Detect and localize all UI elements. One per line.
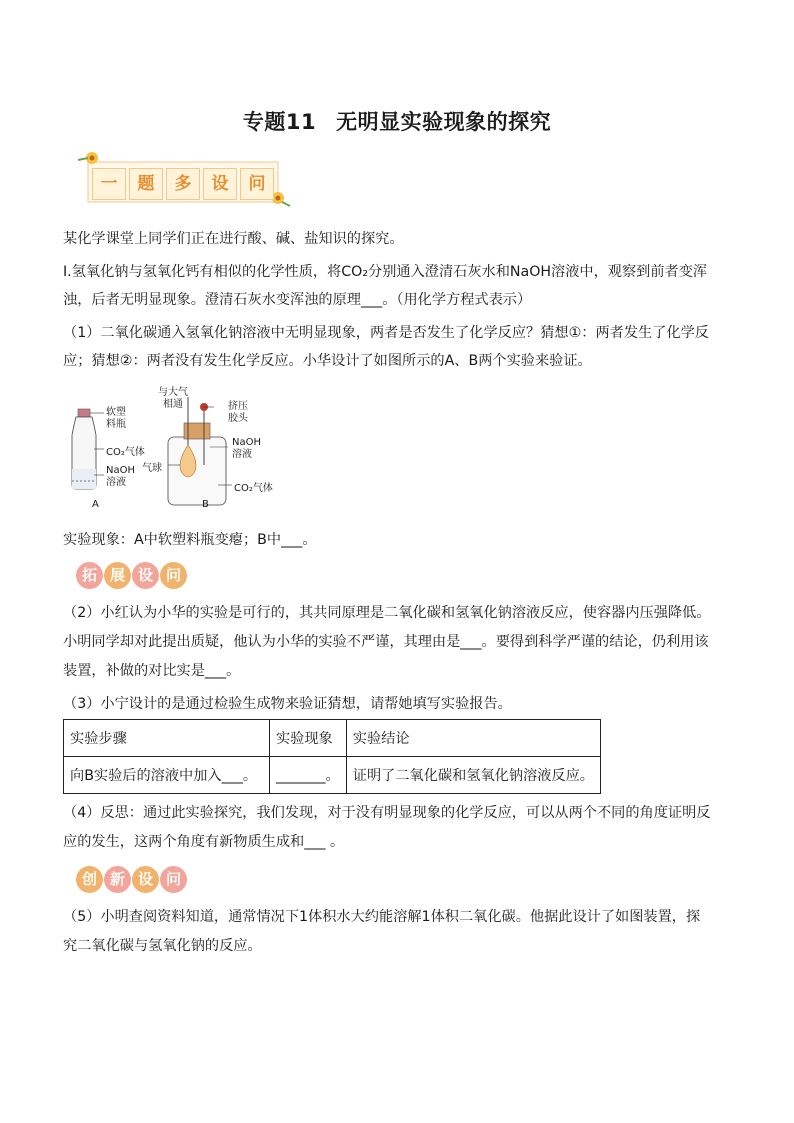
table-row <box>64 720 601 757</box>
label-balloon: 气球 <box>142 463 162 474</box>
label-atmosphere: 与大气 相通 <box>158 387 188 410</box>
label-a-solution: NaOH 溶液 <box>106 465 135 488</box>
table-cell: 向B实验后的溶液中加入___。 <box>64 757 270 794</box>
experiment-figure <box>68 385 288 515</box>
table-cell: _______。 <box>269 757 346 794</box>
phenomenon-text: 实验现象：A中软塑料瓶变瘪；B中___。 <box>63 532 317 548</box>
label-b-gas: CO₂气体 <box>234 483 273 494</box>
table-header-cell: 实验结论 <box>346 720 600 757</box>
banner3-char: 新 <box>104 866 131 893</box>
table-header-cell: 实验步骤 <box>64 720 270 757</box>
banner1-char: 一 <box>92 168 126 200</box>
banner1-char: 多 <box>166 168 200 200</box>
label-b-solution: NaOH 溶液 <box>232 437 261 460</box>
banner1-char: 题 <box>129 168 163 200</box>
title-prefix: 专题11 <box>242 110 317 134</box>
q4-line2: 应的发生，这两个角度有新物质生成和___ 。 <box>63 834 345 850</box>
table-cell: 证明了二氧化碳和氢氧化钠溶液反应。 <box>346 757 600 794</box>
label-a-tag: A <box>92 499 99 510</box>
title-main: 无明显实验现象的探究 <box>336 110 552 134</box>
banner3-char: 问 <box>160 866 187 893</box>
part1-line2: 浊，后者无明显现象。澄清石灰水变浑浊的原理___。（用化学方程式表示） <box>63 292 532 308</box>
banner2-char: 展 <box>104 562 131 589</box>
q4-line1: （4）反思：通过此实验探究，我们发现，对于没有明显现象的化学反应，可以从两个不同的角度证明反 <box>63 805 711 821</box>
label-bottle: 软塑 料瓶 <box>106 407 126 430</box>
banner-tuo-zhan-she-wen <box>76 562 196 592</box>
banner-chuang-xin-she-wen <box>76 866 196 896</box>
banner1-char: 问 <box>240 168 274 200</box>
q3-line1: （3）小宁设计的是通过检验生成物来验证猜想，请帮她填写实验报告。 <box>63 696 512 712</box>
label-a-gas: CO₂气体 <box>106 447 145 458</box>
q2-line2: 小明同学却对此提出质疑，他认为小华的实验不严谨，其理由是___。要得到科学严谨的结论，仍利用该 <box>63 634 709 650</box>
banner2-char: 设 <box>132 562 159 589</box>
banner2-char: 问 <box>160 562 187 589</box>
table-header-cell: 实验现象 <box>269 720 346 757</box>
intro-text: 某化学课堂上同学们正在进行酸、碱、盐知识的探究。 <box>63 231 404 247</box>
table-row <box>64 757 601 794</box>
part1-line1: I.氢氧化钠与氢氧化钙有相似的化学性质，将CO₂分别通入澄清石灰水和NaOH溶液中，观察到前者变浑 <box>63 264 708 280</box>
q1-line1: （1）二氧化碳通入氢氧化钠溶液中无明显现象，两者是否发生了化学反应？猜想①：两者发生了化学反 <box>63 325 709 341</box>
banner3-char: 创 <box>76 866 103 893</box>
q1-line2: 应；猜想②：两者没有发生化学反应。小华设计了如图所示的A、B两个实验来验证。 <box>63 353 592 369</box>
banner1-char: 设 <box>203 168 237 200</box>
label-b-tag: B <box>202 499 209 510</box>
banner2-char: 拓 <box>76 562 103 589</box>
q2-line3: 装置，补做的对比实是___。 <box>63 663 241 679</box>
q5-line1: （5）小明查阅资料知道，通常情况下1体积水大约能溶解1体积二氧化碳。他据此设计了如图装置，探 <box>63 909 701 925</box>
q2-line1: （2）小红认为小华的实验是可行的，其共同原理是二氧化碳和氢氧化钠溶液反应，使容器内压强降低。 <box>63 605 711 621</box>
label-squeeze: 挤压 胶头 <box>228 401 248 424</box>
experiment-report-table <box>63 719 601 794</box>
q5-line2: 究二氧化碳与氢氧化钠的反应。 <box>63 938 262 954</box>
page-title <box>0 106 794 136</box>
banner3-char: 设 <box>132 866 159 893</box>
